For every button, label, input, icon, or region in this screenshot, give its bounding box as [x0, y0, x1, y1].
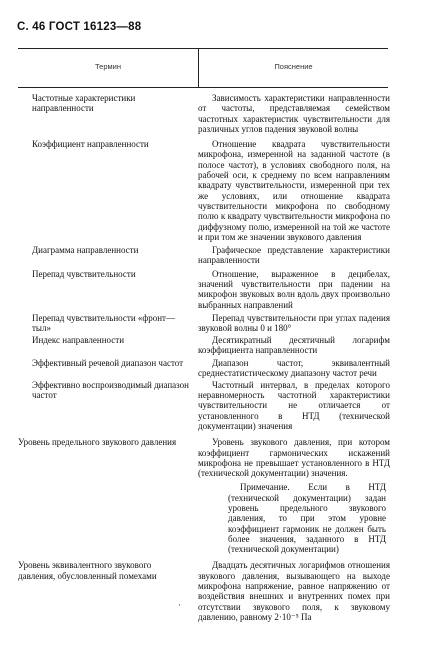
table-row: [18, 358, 390, 379]
term-cell: [18, 269, 190, 310]
term-text: Коэффициент направленности: [32, 139, 149, 150]
print-mark: ·: [178, 600, 181, 610]
explanation-text: Перепад чувствительности при углах падения звуковой волны 0 и 180°: [198, 312, 390, 334]
note-text: Примечание. Если в НТД (технической документации) задан уровень предельного звукового давления, то при этом уровне коэффициент гармоник не должен быть более значения, заданного в НТД (технической документации): [228, 482, 386, 555]
explanation-cell: [198, 335, 390, 356]
explanation-text: Диапазон частот, эквивалентный среднестатистическому диапазону частот речи: [198, 358, 390, 379]
explanation-cell: [198, 93, 390, 134]
explanation-cell: [198, 139, 390, 242]
explanation-cell: [198, 269, 390, 310]
explanation-text: Десятикратный десятичный логарифм коэффициента направленности: [198, 334, 390, 355]
explanation-cell: [198, 380, 390, 431]
term-cell: [18, 335, 190, 356]
explanation-cell: [198, 437, 390, 554]
table-row: [18, 313, 390, 334]
term-text: Частотные характеристики направленности: [32, 93, 136, 114]
term-text: Диаграмма направленности: [32, 245, 139, 256]
table-row: [18, 560, 390, 622]
term-cell: [18, 313, 190, 334]
column-header-explanation: Пояснение: [274, 62, 313, 71]
explanation-text: Отношение квадрата чувствительности микрофона, измеренной на заданной частоте (в полосе частот), в условиях свободного поля, на рабочей оси, к среднему по всем направлениям квадрату чувствительности, измеренной при тех же условиях, или отношение квадрата чувствительности микрофона по свободному полю к квадрату чувствительности микрофона по диффузному полю, измеренной на той же частоте и при том же значении звукового давления: [198, 139, 390, 242]
term-text: Индекс направленности: [32, 334, 125, 345]
table-row: [18, 437, 390, 554]
term-text: Эффективный речевой диапазон частот: [32, 358, 184, 369]
term-text: Уровень предельного звукового давления: [18, 437, 177, 448]
term-cell: [18, 560, 190, 622]
explanation-cell: [198, 313, 390, 334]
term-cell: [18, 380, 190, 431]
table-row: [18, 93, 390, 134]
explanation-text: Двадцать десятичных логарифмов отношения звукового давления, вызывающего на выходе микрофона напряжение, равное напряжению от воздействия внешних и внутренних помех при отсутствии звукового поля, к звуковому давлению, равному 2·10⁻⁵ Па: [198, 560, 390, 622]
table-row: [18, 139, 390, 242]
term-text: Перепад чувствительности: [32, 268, 136, 279]
table-row: [18, 380, 390, 431]
explanation-cell: [198, 560, 390, 622]
explanation-text: Отношение, выраженное в децибелах, значений чувствительности при падении на микрофон звуковых волн вдоль двух произвольно выбранных направлений: [198, 268, 390, 310]
note: [228, 482, 386, 554]
explanation-text: Графическое представление характеристики направленности: [198, 245, 390, 266]
page-header: С. 46 ГОСТ 16123—88: [17, 21, 142, 33]
term-cell: [18, 93, 190, 134]
table-header: [18, 48, 388, 88]
term-cell: [18, 358, 190, 379]
table-row: [18, 269, 390, 310]
explanation-cell: [198, 245, 390, 266]
term-text: Перепад чувствительности «фронт—тыл»: [32, 312, 175, 334]
term-text: Уровень эквивалентного звукового давления, обусловленный помехами: [18, 560, 157, 581]
term-cell: [18, 437, 190, 554]
table-row: [18, 335, 390, 356]
table-body: [18, 93, 390, 622]
term-text: Эффективно воспроизводимый диапазон частот: [32, 379, 189, 401]
explanation-text: Зависимость характеристики направленности от частоты, представляемая семейством частотных характеристик чувствительности для различных углов падения звуковой волны: [198, 93, 390, 134]
term-cell: [18, 245, 190, 266]
explanation-text: Частотный интервал, в пределах которого неравномерность частотной характеристики чувствительности не отличается от установленного в НТД (технической документации) значения: [198, 379, 390, 431]
column-header-term: Термин: [95, 62, 121, 71]
table-row: [18, 245, 390, 266]
explanation-cell: [198, 358, 390, 379]
term-cell: [18, 139, 190, 242]
explanation-text: Уровень звукового давления, при котором коэффициент гармонических искажений микрофона не превышает установленного в НТД (технической документации) значения.: [198, 437, 390, 479]
